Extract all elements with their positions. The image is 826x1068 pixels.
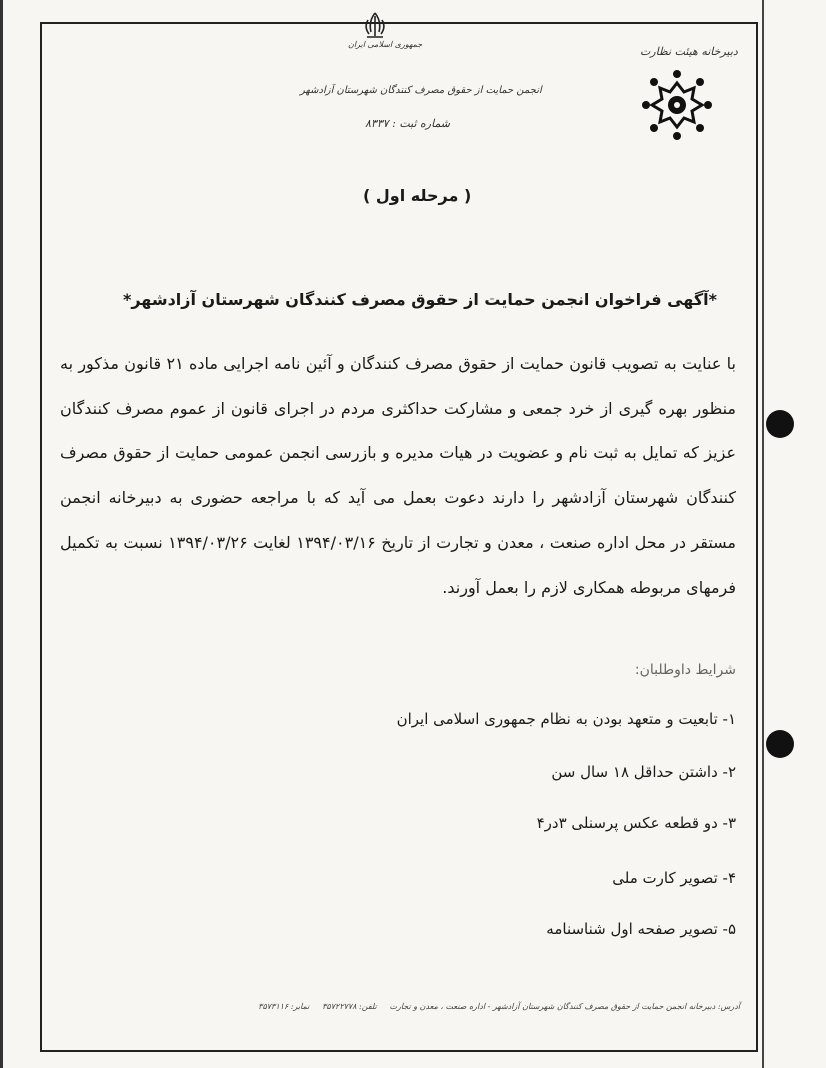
condition-item-3: ۳- دو قطعه عکس پرسنلی ۳در۴ bbox=[536, 814, 736, 832]
scan-edge bbox=[0, 0, 3, 1068]
registration-number: شماره ثبت : ۸۳۳۷ bbox=[365, 117, 451, 130]
footer-fax: نمابر: ۳۵۷۳۱۱۶ bbox=[258, 1002, 310, 1011]
stage-label: ( مرحله اول ) bbox=[363, 186, 472, 205]
condition-item-1: ۱- تابعیت و متعهد بودن به نظام جمهوری اسلامی ایران bbox=[396, 710, 736, 728]
footer-address: آدرس: دبیرخانه انجمن حمایت از حقوق مصرف کنندگان شهرستان آزادشهر - اداره صنعت ، معدن و تجارت bbox=[389, 1002, 740, 1011]
page-fold-line bbox=[762, 0, 764, 1068]
announcement-heading: *آگهی فراخوان انجمن حمایت از حقوق مصرف کنندگان شهرستان آزادشهر* bbox=[122, 290, 718, 309]
announcement-body: با عنایت به تصویب قانون حمایت از حقوق مصرف کنندگان و آئین نامه اجرایی ماده ۲۱ قانون مذکور به منظور بهره گیری از خرد جمعی و مشارکت حداکثری مردم در اجرای قانون از عموم مصرف کنندگان عزیز که تمایل به ثبت نام و عضویت در هیات مدیره و بازرسی انجمن عمومی حمایت از حقوق مصرف کنندگان شهرستان آزادشهر را دارند دعوت بعمل می آید که با مراجعه حضوری به دبیرخانه انجمن مستقر در محل اداره صنعت ، معدن و تجارت از تاریخ ۱۳۹۴/۰۳/۱۶ لغایت ۱۳۹۴/۰۳/۲۶ نسبت به تکمیل فرمهای مربوطه همکاری لازم را بعمل آورند. bbox=[60, 354, 737, 597]
condition-item-4: ۴- تصویر کارت ملی bbox=[612, 869, 736, 887]
footer-contact bbox=[80, 1002, 740, 1011]
emblem-caption: جمهوری اسلامی ایران bbox=[348, 40, 423, 49]
binder-hole-bottom bbox=[766, 730, 794, 758]
association-name: انجمن حمایت از حقوق مصرف کنندگان شهرستان آزادشهر bbox=[300, 85, 542, 96]
iran-emblem-icon bbox=[355, 10, 395, 40]
footer-phone: تلفن: ۳۵۷۲۲۷۷۸ bbox=[322, 1002, 377, 1011]
condition-item-2: ۲- داشتن حداقل ۱۸ سال سن bbox=[551, 763, 736, 781]
condition-item-5: ۵- تصویر صفحه اول شناسنامه bbox=[546, 920, 736, 938]
secretariat-label: دبیرخانه هیئت نظارت bbox=[640, 45, 738, 58]
conditions-title: شرایط داوطلبان: bbox=[634, 662, 736, 678]
council-logo-icon bbox=[640, 68, 714, 142]
binder-hole-top bbox=[766, 410, 794, 438]
